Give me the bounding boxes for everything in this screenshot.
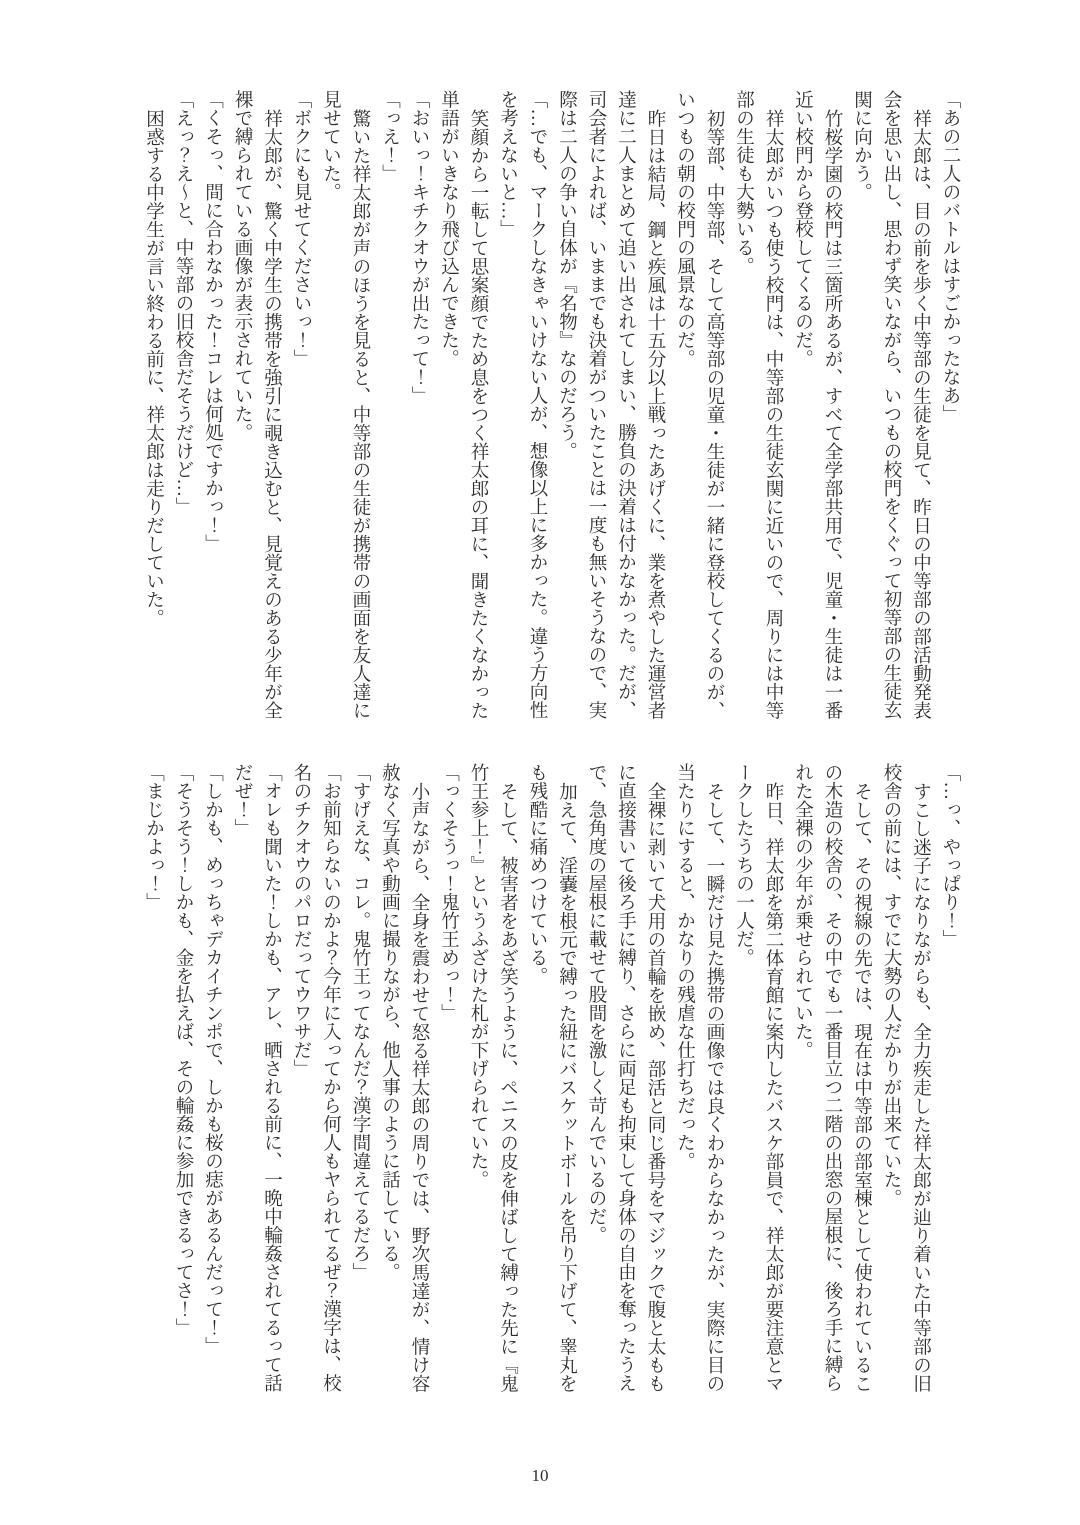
text-line: 「…っ、やっぱり！」 (940, 763, 960, 948)
text-line: 「…でも、マークしなきゃいけない人が、想像以上に多かった。違う方向性 (527, 90, 547, 719)
text-line: 名のチクオウのパロだってウワサだ」 (291, 763, 311, 1078)
text-line: 「おいっ！キチクオウが出たって！」 (409, 90, 429, 405)
text-block-top (138, 90, 964, 752)
text-line: 全裸に剥いて犬用の首輪を嵌め、部活と同じ番号をマジックで腹と太もも (645, 781, 665, 1392)
text-line: 小声ながら、全身を震わせて怒る祥太郎の周りでは、野次馬達が、情け容 (409, 781, 429, 1392)
text-line: そして、一瞬だけ見た携帯の画像では良くわからなかったが、実際に目の (704, 781, 724, 1392)
text-block-bottom (138, 763, 964, 1425)
text-line: 祥太郎が、驚く中学生の携帯を強引に覗き込むと、見覚えのある少年が全 (261, 108, 282, 719)
text-line: 達に二人まとめて追い出されてしまい、勝負の決着は付かなかった。だが、 (615, 90, 636, 719)
text-line: 単語がいきなり飛び込んできた。 (438, 90, 459, 368)
text-line: 困惑する中学生が言い終わる前に、祥太郎は走りだしていた。 (143, 108, 164, 627)
text-line: 「えっ？え～と、中等部の旧校舎だそうだけど…」 (173, 90, 193, 516)
text-line: 際は二人の争い自体が『名物』なのだろう。 (556, 90, 577, 460)
text-line: いつもの朝の校門の風景なのだ。 (674, 90, 695, 368)
text-line: 「すげえな、コレ。鬼竹王ってなんだ？漢字間違えてるだろ」 (350, 763, 370, 1281)
text-line: 「ボクにも見せてくださいっ！」 (291, 90, 311, 368)
text-line: 部の生徒も大勢いる。 (733, 90, 754, 275)
text-line: 赦なく写真や動画に撮りながら、他人事のように話している。 (379, 763, 400, 1281)
text-line: 「お前知らないのかよ？今年に入ってから何人もヤられてるぜ？漢字は、校 (320, 763, 341, 1392)
text-line: 祥太郎は、目の前を歩く中等部の生徒を見て、昨日の中等部の部活動発表 (910, 108, 931, 719)
text-line: 「しかも、めっちゃデカイチンポで、しかも桜の痣があるんだって！」 (202, 763, 223, 1355)
text-line: 裸で縛られている画像が表示されていた。 (232, 90, 252, 442)
text-line: の木造の校舎の、その中でも一番目立つ二階の出窓の屋根に、後ろ手に縛ら (822, 763, 842, 1392)
text-line: 「まじかよっ！」 (143, 763, 164, 911)
text-line: 校舎の前には、すでに大勢の人だかりが出来ていた。 (881, 763, 901, 1207)
text-line: 驚いた祥太郎が声のほうを見ると、中等部の生徒が携帯の画面を友人達に (350, 108, 370, 719)
text-line: 「そうそう！しかも、金を払えば、その輪姦に参加できるってさ！」 (173, 763, 193, 1337)
text-line: 「っえ！」 (379, 90, 400, 183)
text-line: 「あの二人のバトルはすごかったなあ」 (940, 90, 960, 423)
text-line: で、急角度の屋根に載せて股間を激しく苛んでいるのだ。 (586, 763, 606, 1244)
text-line: も残酷に痛めつけている。 (527, 763, 547, 985)
text-line: 「くそっ、間に合わなかった！コレは何処ですかっ！」 (202, 90, 223, 553)
text-line: 昨日は結局、鋼と疾風は十五分以上戦ったあげくに、業を煮やした運営者 (645, 108, 665, 719)
text-line: 初等部、中等部、そして高等部の児童・生徒が一緒に登校してくるのが、 (704, 108, 724, 719)
text-line: を考えないと…」 (497, 90, 518, 238)
text-line: 関に向かう。 (851, 90, 872, 201)
text-line: 近い校門から登校してくるのだ。 (792, 90, 813, 368)
text-line: れた全裸の少年が乗せられていた。 (792, 763, 813, 1059)
text-line: 昨日、祥太郎を第二体育館に案内したバスケ部員で、祥太郎が要注意とマ (763, 781, 783, 1392)
text-line: 見せていた。 (320, 90, 341, 201)
text-line: 「っくそうっ！鬼竹王めっ！」 (438, 763, 459, 1022)
text-line: 竹桜学園の校門は三箇所あるが、すべて全学部共用で、児童・生徒は一番 (822, 108, 842, 719)
text-line: 会を思い出し、思わず笑いながら、いつもの校門をくぐって初等部の生徒玄 (881, 90, 901, 719)
text-line: 「オレも聞いた！しかも、アレ、晒される前に、一晩中輪姦されてるって話 (261, 763, 282, 1392)
text-line: 祥太郎がいつも使う校門は、中等部の生徒玄関に近いので、周りには中等 (763, 108, 783, 719)
text-line: 竹王参上！』というふざけた札が下げられていた。 (468, 763, 488, 1189)
text-line: 加えて、淫嚢を根元で縛った紐にバスケットボールを吊り下げて、睾丸を (556, 781, 577, 1392)
page-number: 10 (531, 1466, 549, 1485)
text-line: そして、その視線の先では、現在は中等部の部室棟として使われているこ (851, 781, 872, 1392)
text-line: 笑顔から一転して思案顔でため息をつく祥太郎の耳に、聞きたくなかった (468, 108, 488, 719)
text-line: そして、被害者をあざ笑うように、ペニスの皮を伸ばして縛った先に『鬼 (497, 781, 518, 1392)
text-line: ークしたうちの一人だ。 (733, 763, 754, 967)
text-line: すこし迷子になりながらも、全力疾走した祥太郎が辿り着いた中等部の旧 (910, 781, 931, 1392)
text-line: 司会者によれば、いままでも決着がついたことは一度も無いそうなので、実 (586, 90, 606, 719)
text-line: だぜ！」 (232, 763, 252, 837)
text-line: 当たりにすると、かなりの残虐な仕打ちだった。 (674, 763, 695, 1170)
text-line: に直接書いて後ろ手に縛り、さらに両足も拘束して身体の自由を奪ったうえ (615, 763, 636, 1392)
